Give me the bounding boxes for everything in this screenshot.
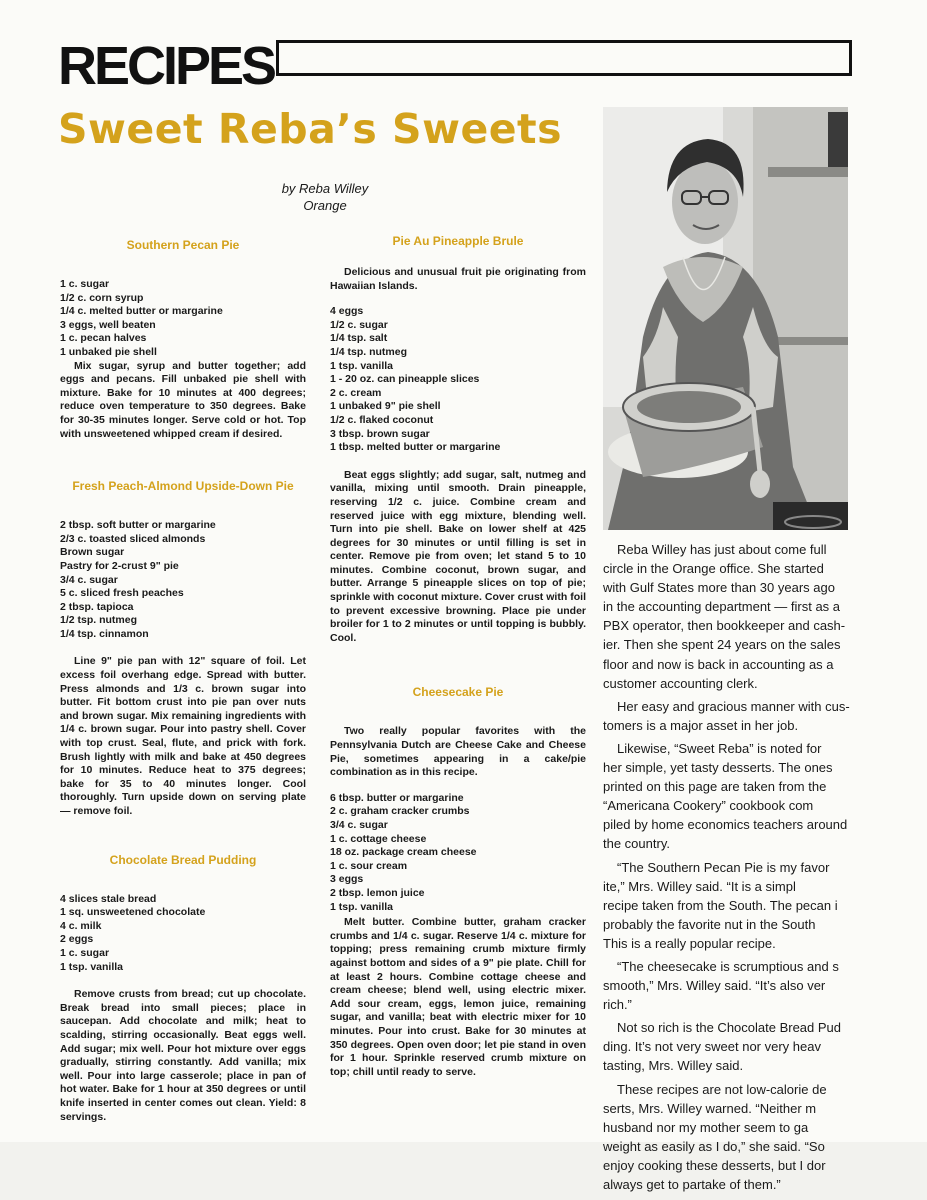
ingredient-item: 1 c. sugar: [60, 946, 110, 959]
story-line: This is a really popular recipe.: [603, 935, 776, 951]
story-line: always get to partake of them.”: [603, 1177, 781, 1192]
story-line: ier. Then she spent 24 years on the sales: [603, 637, 841, 653]
ingredient-item: 4 eggs: [330, 305, 364, 318]
ingredient-item: 3 eggs: [330, 873, 364, 886]
ingredient-item: 2 tbsp. lemon juice: [330, 886, 425, 899]
ingredient-list: [330, 305, 586, 455]
story-line: Not so rich is the Chocolate Bread Pud: [617, 1020, 842, 1036]
recipe-instructions: Melt butter. Combine butter, graham cracker crumbs and 1/4 c. sugar. Reserve 1/4 c. mixture for topping; press remaining crumb mixture firmly against bottom and sides of a 9" pie plate. Chill for at least 2 hours. Combine cottage cheese and cream cheese; blend well, using electric mixer. Add sour cream, eggs, lemon juice, remaining sugar, and vanilla; beat with electric mixer for 10 minutes. Pour into crust. Bake for 30 minutes at 350 degrees. Open oven door; let pie stand in oven for 1 hour. Sprinkle reserved crumb mixture on top; chill until ready to serve.: [330, 916, 586, 1078]
story-line: floor and now is back in accounting as a: [603, 656, 834, 672]
ingredient-item: 1/2 c. flaked coconut: [330, 413, 434, 426]
story-line: with Gulf States more than 30 years ago: [603, 580, 835, 596]
story-line: Likewise, “Sweet Reba” is noted for: [617, 740, 822, 756]
ingredient-item: 1 unbaked 9" pie shell: [330, 400, 441, 413]
ingredient-item: 1 - 20 oz. can pineapple slices: [330, 373, 480, 386]
story-paragraph: [603, 540, 853, 693]
recipe-title: Chocolate Bread Pudding: [109, 852, 257, 867]
ingredient-item: 4 slices stale bread: [60, 892, 157, 905]
ingredient-item: 1/4 tsp. cinnamon: [60, 627, 149, 640]
recipe-southern-pecan-pie: [60, 238, 306, 441]
story-paragraph: [603, 739, 853, 854]
ingredient-item: 1 sq. unsweetened chocolate: [60, 906, 206, 919]
recipe-chocolate-bread-pudding: [60, 853, 306, 1125]
byline-location: Orange: [303, 198, 347, 213]
story-paragraph: [603, 1080, 853, 1195]
story-line: her simple, yet tasty desserts. The ones: [603, 760, 833, 776]
ingredient-item: 2 c. cream: [330, 386, 382, 399]
story-line: “The Southern Pecan Pie is my favor: [617, 859, 830, 875]
story-line: printed on this page are taken from the: [603, 779, 827, 795]
recipe-column-middle: [330, 234, 586, 1079]
ingredient-list: [330, 792, 586, 914]
recipe-pineapple-brule: [330, 234, 586, 645]
recipe-title: Cheesecake Pie: [412, 685, 504, 700]
story-line: probably the favorite nut in the South: [603, 916, 816, 932]
story-paragraphs: [603, 540, 853, 1194]
article-title: Sweet Reba’s Sweets: [58, 105, 563, 153]
byline-author: by Reba Willey: [281, 181, 369, 196]
recipe-intro: Two really popular favorites with the Pennsylvania Dutch are Cheese Cake and Cheese Pie, sometimes appearing in a cake/pie combination as in this recipe.: [330, 725, 586, 779]
ingredient-item: 18 oz. package cream cheese: [330, 846, 477, 859]
story-line: Her easy and gracious manner with cus-: [617, 698, 850, 714]
recipe-column-left: [60, 238, 306, 1124]
ingredient-item: 3/4 c. sugar: [60, 573, 118, 586]
story-line: These recipes are not low-calorie de: [617, 1081, 827, 1097]
story-line: customer accounting clerk.: [603, 675, 758, 691]
ingredient-item: 3/4 c. sugar: [330, 819, 388, 831]
ingredient-item: 2 tbsp. tapioca: [60, 600, 134, 613]
story-paragraph: [603, 697, 853, 735]
story-line: smooth,” Mrs. Willey said. “It’s also ver: [603, 978, 826, 994]
ingredient-item: 2/3 c. toasted sliced almonds: [60, 532, 206, 545]
story-line: ding. It’s not very sweet nor very heav: [603, 1039, 821, 1055]
story-line: in the accounting department — first as a: [603, 599, 841, 615]
ingredient-item: 4 c. milk: [60, 919, 102, 932]
ingredient-item: 1/2 c. corn syrup: [60, 291, 144, 304]
ingredient-item: 1 c. sour cream: [330, 859, 408, 872]
ingredient-item: 1/2 tsp. nutmeg: [60, 614, 138, 627]
story-line: circle in the Orange office. She started: [603, 561, 824, 577]
ingredient-item: 1 c. pecan halves: [60, 332, 147, 345]
ingredient-list: [60, 519, 306, 641]
section-label: RECIPES: [58, 36, 275, 96]
story-paragraph: [603, 858, 853, 953]
ingredient-item: Brown sugar: [60, 546, 125, 559]
ingredient-item: Pastry for 2-crust 9" pie: [60, 559, 179, 572]
story-line: enjoy cooking these desserts, but I dor: [603, 1157, 826, 1173]
recipe-instructions: Mix sugar, syrup and butter together; add eggs and pecans. Fill unbaked pie shell with mixture. Bake for 10 minutes at 400 degrees; reduce oven temperature to 350 degrees. Bake for 30-35 minutes longer. Serve cold or hot. Top with unsweetened whipped cream if desired.: [60, 359, 306, 440]
ingredient-item: 1 c. sugar: [60, 278, 110, 290]
recipe-peach-almond-pie: [60, 479, 306, 818]
ingredient-item: 1 unbaked pie shell: [60, 345, 157, 358]
story-line: husband nor my mother seem to ga: [603, 1119, 809, 1135]
ingredient-item: 6 tbsp. butter or margarine: [330, 791, 464, 804]
ingredient-item: 1/4 c. melted butter or margarine: [60, 305, 223, 318]
ingredient-item: 2 c. graham cracker crumbs: [330, 805, 470, 818]
ingredient-item: 1 tsp. vanilla: [60, 960, 124, 973]
ingredient-item: 5 c. sliced fresh peaches: [60, 587, 184, 600]
ingredient-item: 1/2 c. sugar: [330, 318, 388, 331]
recipe-instructions: Beat eggs slightly; add sugar, salt, nutmeg and vanilla, mixing until smooth. Drain pineapple, reserving 1/2 c. juice. Combine cream and reserved juice with egg mixture, blending well. Turn into pie shell. Bake on lower shelf at 425 degrees for 30 minutes or until filling is set in center. Remove pie from oven; let stand 5 to 10 minutes. Combine coconut, brown sugar, and butter. Arrange 5 pineapple slices on top of pie; sprinkle with coconut mixture. Cover crust with foil to prevent excessive browning. Place pie under broiler for 1 to 2 minutes or until topping is bubbly. Cool.: [330, 468, 586, 644]
recipe-cheesecake-pie: [330, 685, 586, 1079]
ingredient-list: [60, 893, 306, 975]
recipe-instructions: Remove crusts from bread; cut up chocolate. Break bread into small pieces; place in saucepan. Add chocolate and milk; heat to scalding, stirring occasionally. Beat eggs well. Add sugar; mix well. Pour hot mixture over eggs gradually, stirring constantly. Add vanilla; mix well. Pour into large casserole; place in pan of hot water. Bake for 1 hour at 350 degrees or until knife inserted in center comes out clean. Yield: 8 servings.: [60, 988, 306, 1123]
story-line: “Americana Cookery” cookbook com: [603, 798, 814, 814]
story-line: tomers is a major asset in her job.: [603, 717, 799, 733]
ingredient-item: 1 tbsp. melted butter or margarine: [330, 441, 501, 454]
story-line: serts, Mrs. Willey warned. “Neither m: [603, 1100, 817, 1116]
ingredient-item: 3 eggs, well beaten: [60, 318, 156, 331]
story-line: Reba Willey has just about come full: [617, 542, 827, 557]
ingredient-item: 3 tbsp. brown sugar: [330, 427, 430, 440]
story-line: weight as easily as I do,” she said. “So: [603, 1138, 825, 1154]
byline: [240, 180, 410, 214]
ingredient-item: 1/4 tsp. salt: [330, 332, 388, 345]
article-story: [603, 540, 853, 1198]
story-line: tasting, Mrs. Willey said.: [603, 1058, 744, 1074]
recipe-intro: Delicious and unusual fruit pie originating from Hawaiian Islands.: [330, 266, 586, 292]
ingredient-item: 1 tsp. vanilla: [330, 900, 394, 913]
recipe-instructions: Line 9" pie pan with 12" square of foil. Let excess foil overhang edge. Spread with butter. Press almonds and 1/3 c. brown sugar into butter. Fit bottom crust into pie pan over nuts and brown sugar. Mix remaining ingredients with 1/4 c. brown sugar. Pour into pastry shell. Cover with top crust. Seal, flute, and prick with fork. Brush lightly with milk and bake at 450 degrees for 10 minutes. Reduce heat to 375 degrees; bake for 35 to 40 minutes longer. Cool thoroughly. Turn upside down on serving plate — remove foil.: [60, 655, 306, 817]
ingredient-list: [60, 278, 306, 360]
ingredient-item: 1 tsp. vanilla: [330, 359, 394, 372]
story-line: “The cheesecake is scrumptious and s: [617, 958, 839, 974]
ingredient-item: 2 tbsp. soft butter or margarine: [60, 519, 216, 532]
recipe-title: Pie Au Pineapple Brule: [392, 234, 524, 248]
portrait-photo: [603, 107, 848, 530]
story-line: rich.”: [603, 997, 632, 1013]
story-line: piled by home economics teachers around: [603, 817, 848, 833]
recipe-title: Fresh Peach-Almond Upside-Down Pie: [72, 479, 294, 494]
ingredient-item: 2 eggs: [60, 933, 94, 946]
ingredient-item: 1/4 tsp. nutmeg: [330, 345, 408, 358]
ingredient-item: 1 c. cottage cheese: [330, 832, 427, 845]
story-line: the country.: [603, 836, 670, 852]
story-line: PBX operator, then bookkeeper and cash-: [603, 618, 846, 634]
story-line: ite,” Mrs. Willey said. “It is a simpl: [603, 878, 796, 894]
story-paragraph: [603, 1018, 853, 1075]
recipe-title: Southern Pecan Pie: [126, 238, 240, 252]
story-paragraph: [603, 957, 853, 1014]
story-line: recipe taken from the South. The pecan i: [603, 897, 838, 913]
section-rule-box: [276, 40, 852, 76]
